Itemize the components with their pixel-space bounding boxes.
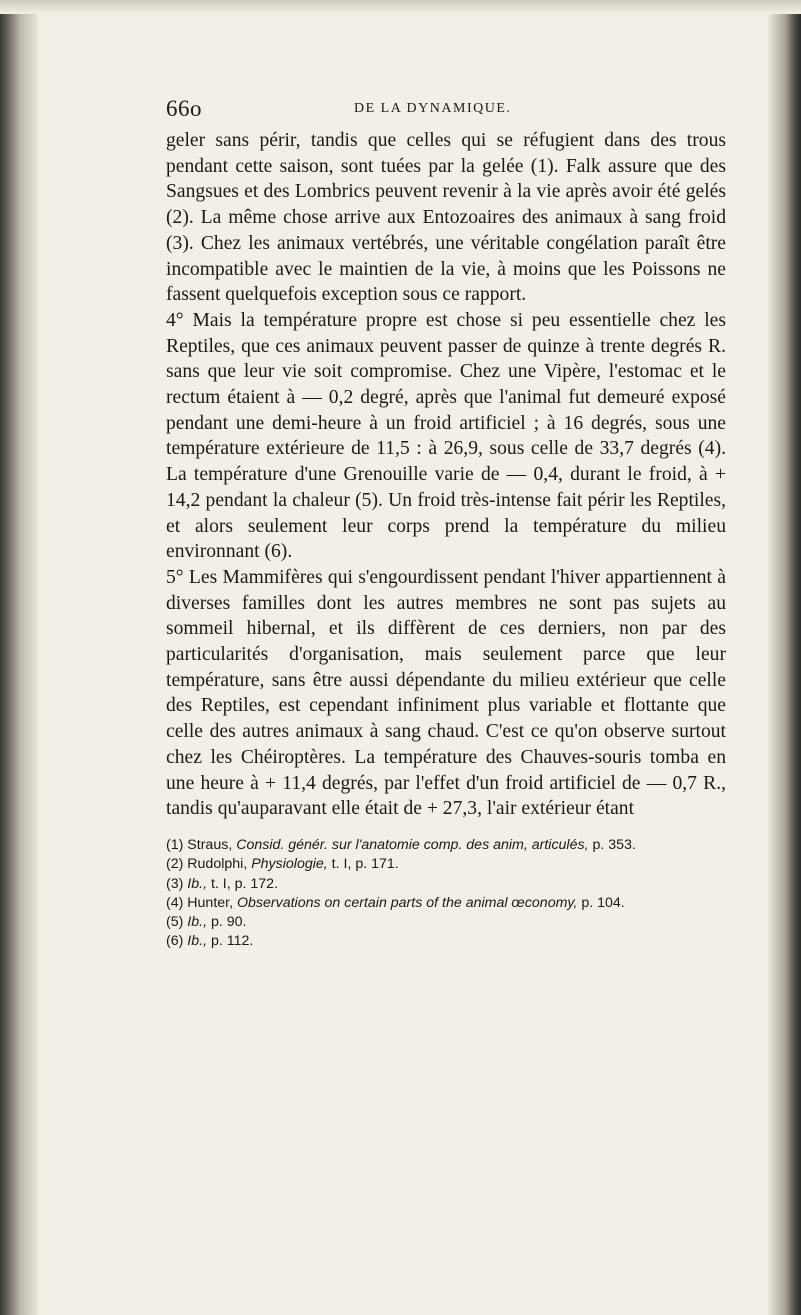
paragraph-1: geler sans périr, tandis que celles qui se réfugient dans des trous pendant cette saison, sont tuées par la gelée (1). Falk assure que des Sangsues et des Lombrics peuvent revenir à la vie après avoir été gelés (2). La même chose arrive aux Entozoaires des animaux à sang froid (3). Chez les animaux vertébrés, une véritable congélation paraît être incompatible avec le maintien de la vie, à moins que les Poissons ne fassent quelquefois exception sous ce rapport. <box>166 130 726 306</box>
running-title: DE LA DYNAMIQUE. <box>354 101 512 116</box>
book-page <box>166 96 726 952</box>
page-header <box>166 96 726 126</box>
footnote-2: (2) Rudolphi, Physiologie, t. I, p. 171. <box>166 856 399 873</box>
footnote-4: (4) Hunter, Observations on certain parts of the animal œconomy, p. 104. <box>166 894 625 911</box>
page-number: 66o <box>166 96 202 121</box>
footnote-6: (6) Ib., p. 112. <box>166 933 254 950</box>
footnote-3: (3) Ib., t. I, p. 172. <box>166 875 279 892</box>
page-binding-shadow <box>0 0 38 1315</box>
paragraph-2: 4° Mais la température propre est chose si peu essentielle chez les Reptiles, que ces animaux peuvent passer de quinze à trente degrés R. sans que leur vie soit compromise. Chez une Vipère, l'estomac et le rectum étaient à — 0,2 degré, après que l'animal fut demeuré exposé pendant une demi-heure à un froid artificiel ; à 16 degrés, sous une température extérieure de 11,5 : à 26,9, sous celle de 33,7 degrés (4). La température d'une Grenouille varie de — 0,4, durant le froid, à + 14,2 pendant la chaleur (5). Un froid très-intense fait périr les Reptiles, et alors seulement leur corps prend la température du milieu environnant (6). <box>166 309 726 563</box>
paragraph-3: 5° Les Mammifères qui s'engourdissent pendant l'hiver appartiennent à diverses familles dont les autres membres ne sont pas sujets au sommeil hibernal, et ils diffèrent de ces derniers, non par des particularités d'organisation, mais seulement parce que leur température, sans être aussi dépendante du milieu extérieur que celle des Reptiles, est cependant infiniment plus variable et flottante que celle des autres animaux à sang chaud. C'est ce qu'on observe surtout chez les Chéiroptères. La température des Chauves-souris tomba en une heure à + 11,4 degrés, par l'effet d'un froid artificiel de — 0,7 R., tandis qu'auparavant elle était de + 27,3, l'air extérieur étant <box>166 566 726 820</box>
page-edge-shadow <box>767 0 801 1315</box>
footnotes <box>166 836 726 952</box>
footnote-5: (5) Ib., p. 90. <box>166 914 247 931</box>
main-text <box>166 128 726 822</box>
page-top-shadow <box>0 0 801 14</box>
footnote-1: (1) Straus, Consid. génér. sur l'anatomie comp. des anim, articulés, p. 353. <box>166 836 636 853</box>
